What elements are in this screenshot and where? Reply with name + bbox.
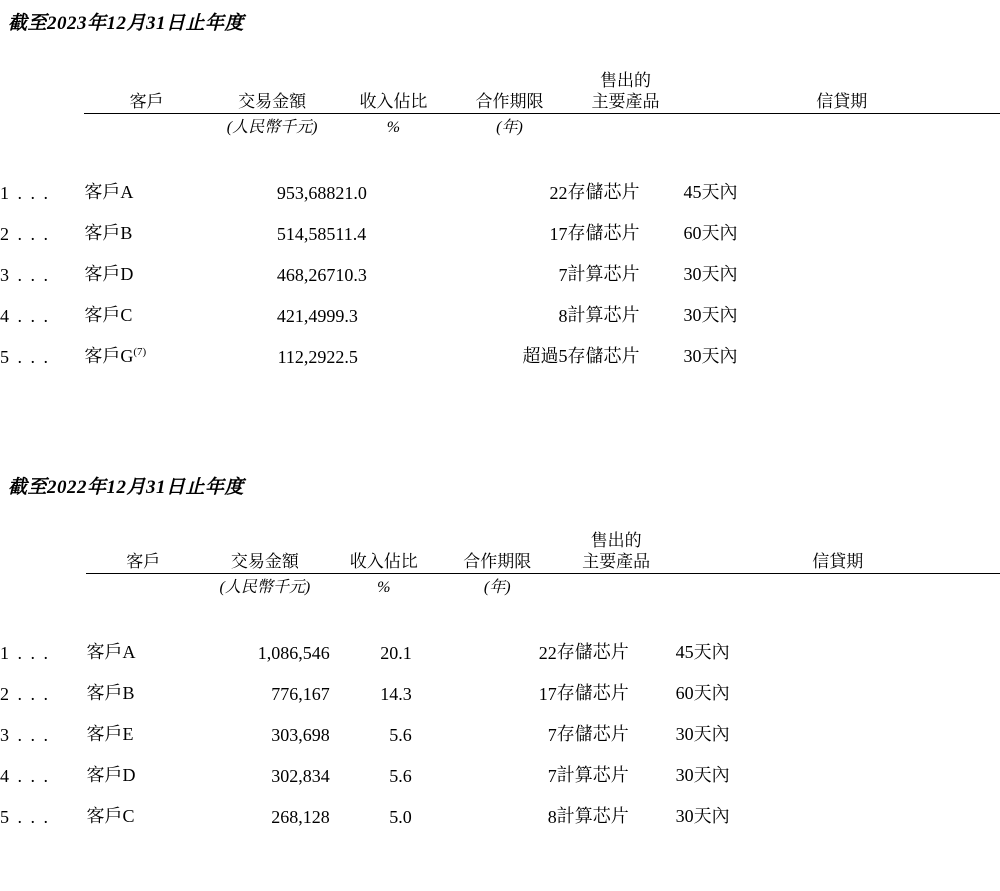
row-amount: 1,086,546: [257, 642, 330, 663]
row-main-product: 存儲芯片: [556, 723, 629, 744]
row-credit-period: 60天內: [675, 682, 730, 703]
row-customer: 客戶E: [86, 723, 134, 744]
row-cooperation-term: 8: [547, 806, 557, 827]
header-customer: 客戶: [84, 70, 208, 113]
unit-main-product: [557, 573, 676, 597]
row-amount: 468,267: [276, 264, 336, 285]
header-main-product-line2: 主要產品: [582, 552, 651, 572]
unit-main-product: [567, 113, 683, 137]
table-header-row: [0, 530, 1000, 573]
table-row: [0, 664, 1000, 705]
table-row: [0, 245, 1000, 286]
table-spacer-row: [0, 137, 1000, 163]
row-revenue-share: 9.3: [335, 305, 358, 326]
header-cooperation-term: 合作期限: [438, 530, 557, 573]
row-credit-period: 60天內: [683, 222, 738, 243]
row-revenue-share: 5.0: [389, 806, 412, 827]
row-credit-period: 30天內: [675, 764, 730, 785]
row-customer: [84, 327, 208, 368]
row-main-product: 存儲芯片: [567, 181, 640, 202]
row-cooperation-term: 7: [547, 724, 557, 745]
row-index: 2 . . .: [0, 683, 50, 704]
table-row: [0, 327, 1000, 368]
row-index: 5 . . .: [0, 346, 50, 367]
row-revenue-share: 21.0: [335, 182, 367, 203]
row-amount: 953,688: [276, 182, 336, 203]
unit-index: [0, 113, 84, 137]
section-title-2022: 截至2022年12月31日止年度: [8, 477, 245, 498]
unit-credit-period: [676, 573, 1000, 597]
row-amount: 514,585: [276, 223, 336, 244]
header-revenue-share: 收入佔比: [335, 70, 451, 113]
row-cooperation-term: 22: [538, 642, 557, 663]
header-index: [0, 530, 86, 573]
row-cooperation-term: 22: [549, 182, 568, 203]
row-main-product: 存儲芯片: [567, 222, 640, 243]
header-amount: 交易金額: [200, 530, 330, 573]
row-index: 3 . . .: [0, 724, 50, 745]
row-main-product: 計算芯片: [556, 805, 629, 826]
table-row: [0, 623, 1000, 664]
row-revenue-share: 11.4: [335, 223, 367, 244]
unit-cooperation-term: (年): [496, 118, 523, 136]
unit-amount: (人民幣千元): [219, 578, 311, 596]
table-row: [0, 163, 1000, 204]
unit-revenue-share: %: [386, 118, 401, 136]
row-customer: 客戶B: [84, 222, 133, 243]
unit-cooperation-term: (年): [483, 578, 511, 596]
header-main-product: [567, 70, 683, 113]
row-credit-period: 45天內: [683, 181, 738, 202]
header-main-product: [557, 530, 676, 573]
table-unit-row: [0, 113, 1000, 137]
row-customer: 客戶D: [86, 764, 136, 785]
row-main-product: 存儲芯片: [556, 682, 629, 703]
row-main-product: 計算芯片: [567, 263, 640, 284]
row-cooperation-term: 17: [549, 223, 568, 244]
row-cooperation-term: 7: [558, 264, 568, 285]
row-amount: 302,834: [271, 765, 330, 786]
row-credit-period: 30天內: [675, 723, 730, 744]
table-spacer-row: [0, 597, 1000, 623]
row-customer: 客戶C: [84, 304, 133, 325]
row-customer: 客戶A: [84, 181, 134, 202]
row-cooperation-term: 8: [558, 305, 568, 326]
row-revenue-share: 10.3: [335, 264, 367, 285]
table-row: [0, 286, 1000, 327]
row-credit-period: 30天內: [683, 345, 738, 366]
row-amount: 421,499: [276, 305, 336, 326]
row-main-product: 計算芯片: [567, 304, 640, 325]
row-credit-period: 45天內: [675, 641, 730, 662]
row-revenue-share: 14.3: [380, 683, 412, 704]
section-title-2023: 截至2023年12月31日止年度: [8, 13, 245, 34]
row-amount: 112,292: [277, 346, 336, 367]
row-main-product: 存儲芯片: [567, 345, 640, 366]
header-index: [0, 70, 84, 113]
unit-index: [0, 573, 86, 597]
row-amount: 268,128: [271, 806, 330, 827]
header-amount: 交易金額: [209, 70, 336, 113]
row-amount: 303,698: [271, 724, 330, 745]
row-revenue-share: 2.5: [335, 346, 358, 367]
header-cooperation-term: 合作期限: [451, 70, 567, 113]
header-main-product-line2: 主要產品: [591, 92, 660, 112]
header-customer: 客戶: [86, 530, 200, 573]
unit-amount: (人民幣千元): [226, 118, 318, 136]
row-main-product: 計算芯片: [556, 764, 629, 785]
table-unit-row: [0, 573, 1000, 597]
row-index: 4 . . .: [0, 305, 50, 326]
header-revenue-share: 收入佔比: [330, 530, 438, 573]
row-customer-label: 客戶G: [84, 345, 134, 366]
row-customer: 客戶C: [86, 805, 135, 826]
header-credit-period: 信貸期: [684, 70, 1000, 113]
row-customer: 客戶D: [84, 263, 134, 284]
unit-customer: [84, 113, 208, 137]
row-index: 1 . . .: [0, 642, 50, 663]
header-main-product-line1: 售出的: [600, 71, 651, 90]
row-customer: 客戶A: [86, 641, 136, 662]
customer-table-2022: [0, 530, 1000, 828]
row-credit-period: 30天內: [683, 304, 738, 325]
row-main-product: 存儲芯片: [556, 641, 629, 662]
table-row: [0, 746, 1000, 787]
row-customer-footnote: (7): [133, 345, 147, 358]
row-cooperation-term: 7: [547, 765, 557, 786]
table-row: [0, 705, 1000, 746]
table-row: [0, 787, 1000, 828]
unit-credit-period: [684, 113, 1000, 137]
row-cooperation-term: 17: [538, 683, 557, 704]
header-credit-period: 信貸期: [676, 530, 1000, 573]
row-amount: 776,167: [271, 683, 330, 704]
row-index: 5 . . .: [0, 806, 50, 827]
header-main-product-line1: 售出的: [590, 531, 642, 550]
table-header-row: [0, 70, 1000, 113]
row-index: 3 . . .: [0, 264, 50, 285]
row-credit-period: 30天內: [675, 805, 730, 826]
row-index: 1 . . .: [0, 182, 50, 203]
row-revenue-share: 5.6: [389, 765, 412, 786]
row-revenue-share: 5.6: [389, 724, 412, 745]
unit-revenue-share: %: [377, 578, 391, 596]
row-index: 4 . . .: [0, 765, 50, 786]
unit-customer: [86, 573, 200, 597]
table-row: [0, 204, 1000, 245]
customer-table-2023: [0, 70, 1000, 368]
row-index: 2 . . .: [0, 223, 50, 244]
row-customer: 客戶B: [86, 682, 135, 703]
row-credit-period: 30天內: [683, 263, 738, 284]
row-revenue-share: 20.1: [380, 642, 412, 663]
row-cooperation-term: 超過5: [522, 345, 568, 366]
